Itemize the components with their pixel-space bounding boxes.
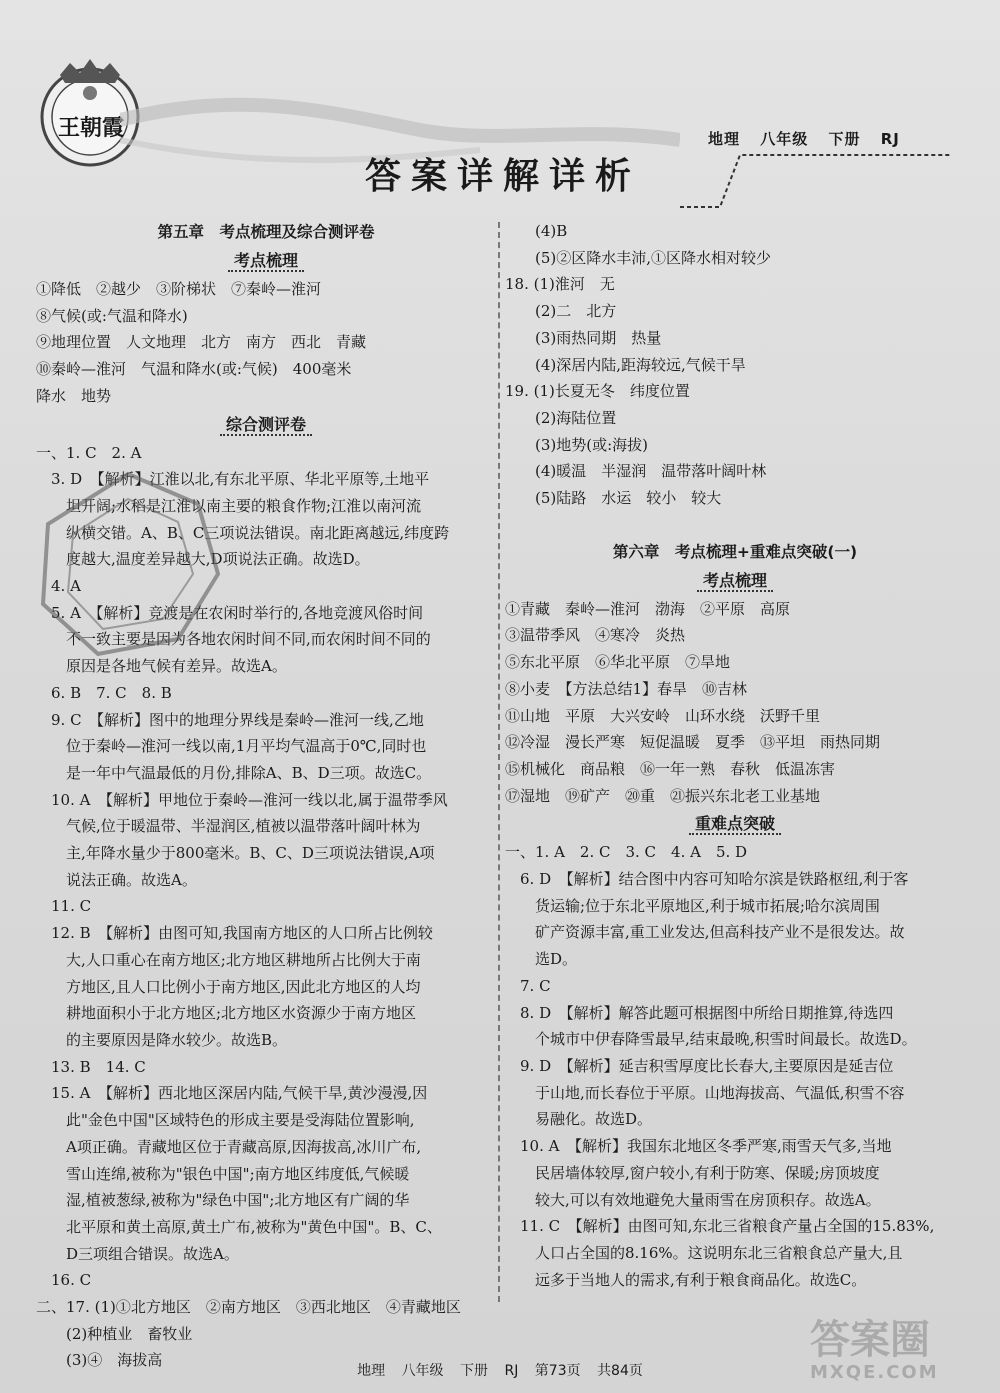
section-heading — [505, 809, 965, 839]
answer-line: 人口占全国的8.16%。这说明东北三省粮食总产量大,且 — [535, 1243, 903, 1262]
answer-line: (3)地势(或:海拔) — [535, 435, 649, 454]
chapter-title: 第六章 考点梳理+重难点突破(一) — [612, 542, 858, 561]
answer-line: ⑮机械化 商品粮 ⑯一年一熟 春秋 低温冻害 — [505, 759, 836, 778]
spacer — [505, 512, 965, 538]
header-grade: 八年级 — [760, 130, 809, 148]
answer-line: 16. C — [36, 1271, 92, 1290]
answer-line: 民居墙体较厚,窗户较小,有利于防寒、保暖;房顶坡度 — [535, 1163, 880, 1182]
answer-line: 纵横交错。A、B、C三项说法错误。南北距离越远,纬度跨 — [66, 523, 450, 542]
answer-line: ⑰湿地 ⑲矿产 ⑳重 ㉑振兴东北老工业基地 — [505, 786, 821, 805]
header-subject: 地理 — [708, 130, 741, 148]
answer-line: A项正确。青藏地区位于青藏高原,因海拔高,冰川广布, — [66, 1137, 422, 1156]
watermark-logo — [810, 1318, 990, 1388]
answer-line: 原因是各地气候有差异。故选A。 — [66, 657, 287, 676]
answer-line: (4)暖温 半湿润 温带落叶阔叶林 — [535, 462, 767, 481]
answer-line: 19. (1)长夏无冬 纬度位置 — [505, 382, 690, 401]
answer-line: 大,人口重心在南方地区;北方地区耕地所占比例大于南 — [66, 950, 421, 969]
footer-edition: RJ — [504, 1363, 519, 1379]
answer-line: 是一年中气温最低的月份,排除A、B、D三项。故选C。 — [66, 763, 432, 782]
answer-line: 坦开阔;水稻是江淮以南主要的粮食作物;江淮以南河流 — [66, 496, 422, 515]
answer-line: 的主要原因是降水较少。故选B。 — [66, 1030, 288, 1049]
page-title: 答案详解详析 — [365, 156, 642, 197]
footer-total: 共84页 — [597, 1363, 643, 1379]
answer-line: 7. C — [505, 976, 551, 995]
section-heading-text: 综合测评卷 — [220, 415, 312, 436]
answer-line: 不一致主要是因为各地农闲时间不同,而农闲时间不同的 — [66, 630, 431, 649]
answer-line: 二、17. (1)①北方地区 ②南方地区 ③西北地区 ④青藏地区 — [36, 1298, 461, 1317]
watermark-url: MXQE.COM — [810, 1362, 939, 1383]
answer-line: 选D。 — [535, 950, 578, 969]
answer-line: 降水 地势 — [36, 386, 112, 405]
answer-line: 个城市中伊春降雪最早,结束最晚,积雪时间最长。故选D。 — [535, 1030, 917, 1049]
answer-line: 12. B 【解析】由图可知,我国南方地区的人口所占比例较 — [36, 924, 433, 943]
answer-line: 耕地面积小于北方地区;北方地区水资源少于南方地区 — [66, 1004, 417, 1023]
answer-line: 位于秦岭—淮河一线以南,1月平均气温高于0℃,同时也 — [66, 737, 427, 756]
answer-line: ⑧气候(或:气温和降水) — [36, 306, 188, 325]
answer-line: (3)雨热同期 热量 — [535, 328, 662, 347]
answer-line: ⑧小麦 【方法总结1】春旱 ⑩吉林 — [505, 679, 748, 698]
answer-line: 雪山连绵,被称为"银色中国";南方地区纬度低,气候暖 — [66, 1164, 410, 1183]
answer-line: 主,年降水量少于800毫米。B、C、D三项说法错误,A项 — [66, 844, 435, 863]
answer-line: 货运输;位于东北平原地区,利于城市拓展;哈尔滨周围 — [535, 896, 880, 915]
answer-line: 此"金色中国"区域特色的形成主要是受海陆位置影响, — [66, 1111, 415, 1130]
answer-line: (2)种植业 畜牧业 — [66, 1324, 193, 1343]
answer-line: ⑩秦岭—淮河 气温和降水(或:气候) 400毫米 — [36, 360, 352, 379]
answer-line: 湿,植被葱绿,被称为"绿色中国";北方地区有广阔的华 — [66, 1191, 410, 1210]
answer-line: 一、1. C 2. A — [36, 443, 142, 462]
answer-line: (2)二 北方 — [535, 302, 617, 321]
answer-line: 5. A 【解析】竞渡是在农闲时举行的,各地竞渡风俗时间 — [36, 603, 424, 622]
section-heading — [505, 566, 965, 596]
answer-line: 远多于当地人的需求,有利于粮食商品化。故选C。 — [535, 1270, 867, 1289]
answer-line: 3. D 【解析】江淮以北,有东北平原、华北平原等,土地平 — [36, 470, 430, 489]
section-heading — [36, 410, 496, 440]
logo-text: 王朝霞 — [58, 115, 125, 141]
chapter-title: 第五章 考点梳理及综合测评卷 — [157, 223, 375, 241]
answer-line: ③温带季风 ④寒冷 炎热 — [505, 626, 686, 645]
answer-line: ①降低 ②越少 ③阶梯状 ⑦秦岭—淮河 — [36, 280, 322, 298]
stamp-mark — [28, 464, 228, 664]
answer-line: 10. A 【解析】甲地位于秦岭—淮河一线以北,属于温带季风 — [36, 790, 448, 809]
answer-line: 13. B 14. C — [36, 1057, 146, 1076]
answer-line: 6. B 7. C 8. B — [36, 683, 172, 702]
answer-line: 气候,位于暖温带、半湿润区,植被以温带落叶阔叶林为 — [66, 817, 421, 836]
answer-line: 11. C 【解析】由图可知,东北三省粮食产量占全国的15.83%, — [505, 1217, 935, 1236]
answer-line: (5)②区降水丰沛,①区降水相对较少 — [535, 248, 772, 267]
answer-line: 6. D 【解析】结合图中内容可知哈尔滨是铁路枢纽,利于客 — [505, 870, 909, 889]
answer-line: 9. C 【解析】图中的地理分界线是秦岭—淮河一线,乙地 — [36, 710, 424, 729]
answer-line: 度越大,温度差异越大,D项说法正确。故选D。 — [66, 550, 370, 569]
answer-line: 北平原和黄土高原,黄土广布,被称为"黄色中国"。B、C、 — [66, 1217, 442, 1236]
header-edition: RJ — [880, 130, 900, 148]
column-divider — [498, 222, 500, 1302]
answer-line: ⑪山地 平原 大兴安岭 山环水绕 沃野千里 — [505, 706, 821, 725]
answer-line: 矿产资源丰富,重工业发达,但高科技产业不是很发达。故 — [535, 923, 905, 942]
answer-line: ⑨地理位置 人文地理 北方 南方 西北 青藏 — [36, 333, 367, 352]
header-volume: 下册 — [828, 130, 861, 148]
footer-grade: 八年级 — [401, 1363, 444, 1379]
answer-line: 一、1. A 2. C 3. C 4. A 5. D — [505, 843, 748, 862]
answer-line: (4)B — [535, 222, 568, 240]
footer-subject: 地理 — [357, 1363, 386, 1379]
answer-line: 8. D 【解析】解答此题可根据图中所给日期推算,待选四 — [505, 1003, 894, 1022]
section-heading-text: 考点梳理 — [697, 571, 773, 592]
answer-line: 说法正确。故选A。 — [66, 870, 197, 889]
answer-line: 18. (1)淮河 无 — [505, 275, 615, 294]
answer-line: 方地区,且人口比例小于南方地区,因此北方地区的人均 — [66, 977, 421, 996]
watermark-text: 答案圈 — [810, 1317, 930, 1363]
answer-line: 9. D 【解析】延吉积雪厚度比长春大,主要原因是延吉位 — [505, 1056, 894, 1075]
answer-line: (3)④ 海拔高 — [66, 1351, 163, 1370]
answer-line: 4. A — [36, 577, 81, 596]
answer-line: ⑤东北平原 ⑥华北平原 ⑦旱地 — [505, 653, 731, 672]
right-column — [505, 218, 965, 1293]
header-deco-line — [680, 145, 950, 215]
answer-line: 15. A 【解析】西北地区深居内陆,气候干旱,黄沙漫漫,因 — [36, 1084, 428, 1103]
answer-line: D三项组合错误。故选A。 — [66, 1244, 239, 1263]
footer-volume: 下册 — [460, 1363, 489, 1379]
answer-line: (5)陆路 水运 较小 较大 — [535, 489, 722, 508]
answer-line: ①青藏 秦岭—淮河 渤海 ②平原 高原 — [505, 599, 791, 618]
section-heading-text: 考点梳理 — [228, 251, 304, 272]
answer-line: ⑫冷湿 漫长严寒 短促温暖 夏季 ⑬平坦 雨热同期 — [505, 733, 881, 752]
answer-line: 于山地,而长春位于平原。山地海拔高、气温低,积雪不容 — [535, 1083, 905, 1102]
answer-line: (2)海陆位置 — [535, 408, 617, 427]
answer-line: (4)深居内陆,距海较远,气候干旱 — [535, 355, 746, 374]
answer-line: 10. A 【解析】我国东北地区冬季严寒,雨雪天气多,当地 — [505, 1137, 892, 1156]
answer-line: 易融化。故选D。 — [535, 1110, 653, 1129]
left-column — [36, 218, 496, 1374]
section-heading-text: 重难点突破 — [689, 814, 781, 835]
section-heading — [36, 246, 496, 276]
footer-page: 第73页 — [534, 1363, 581, 1379]
answer-line: 较大,可以有效地避免大量雨雪在房顶积存。故选A。 — [535, 1190, 881, 1209]
answer-line: 11. C — [36, 897, 92, 916]
